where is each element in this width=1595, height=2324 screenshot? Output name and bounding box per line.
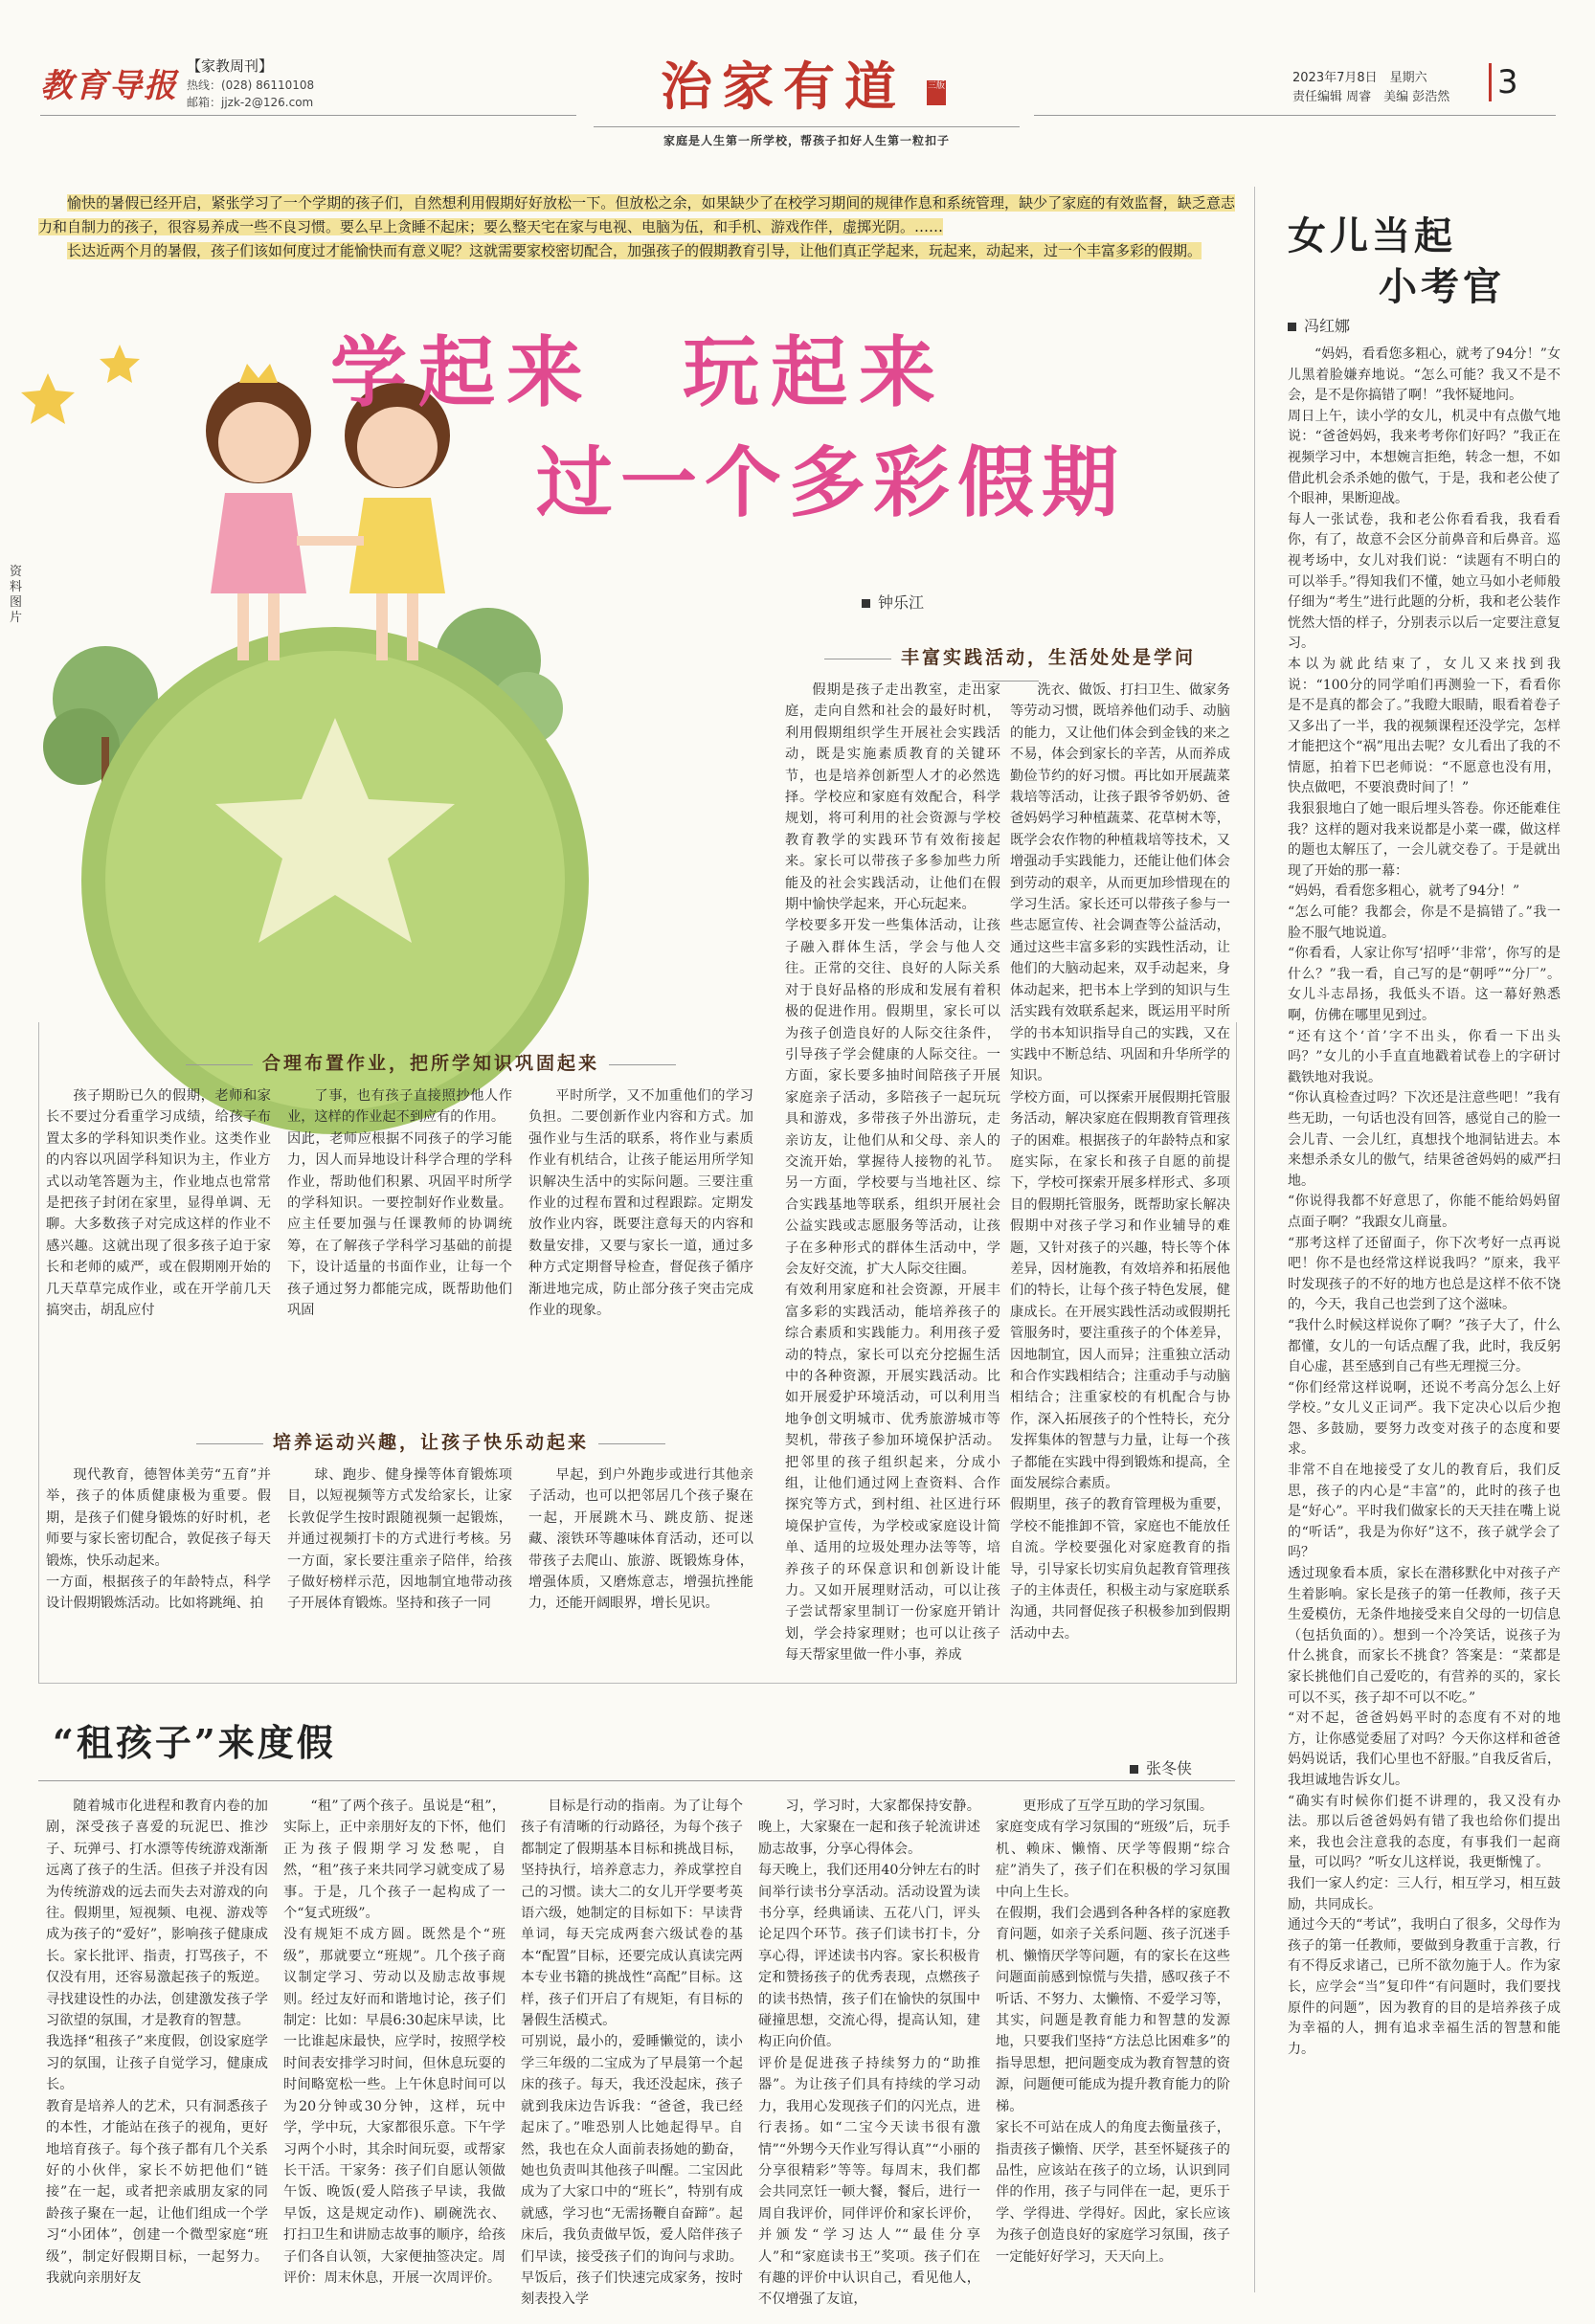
section2-col2: 球、跑步、健身操等体育锻炼项目，以短视频等方式发给家长，让家长敦促学生按时跟随视频一起锻炼，并通过视频打卡的方式进行考核。另一方面，家长要注重亲子陪伴，给孩子做好榜样示范，因地制宜地带动孩子开展体育锻炼。坚持和孩子一同: [287, 1467, 512, 1612]
section1-col1: 孩子期盼已久的假期，老师和家长不要过分看重学习成绩，给孩子布置太多的学科知识类作业。这类作业的内容以巩固学科知识为主，作业方式以动笔答题为主，作业地点也常常是把孩子封闭在家里，显得单调、无聊。大多数孩子对完成这样的作业不感兴趣。这就出现了很多孩子迫于家长和老师的威严，或在假期刚开始的几天草草完成作业，或在开学前几天搞突击，胡乱应付: [46, 1088, 271, 1319]
section1-heading-text: 合理布置作业，把所学知识巩固起来: [261, 1053, 599, 1074]
page-number: 3: [1489, 63, 1518, 101]
heading-rule: [609, 1064, 676, 1065]
masthead: [0, 0, 1595, 147]
main-title-line1: 学起来 玩起来: [330, 328, 947, 417]
header-rule-right: [1034, 115, 1556, 116]
rent-col5: 更形成了互学互助的学习氛围。 家庭变成有学习氛围的“班级”后，玩手机、赖床、懒惰、厌学等假期“综合症”消失了，孩子们在积极的学习氛围中向上生长。 在假期，我们会遇到各种各样的家庭教育问题，如亲子关系问题、孩子沉迷手机、懒惰厌学等问题，有的家长在这些问题面前感到惊慌与失措，感叹孩子不听话、不努力、太懒惰、不爱学习等，其实，问题是教育能力和智慧的发源地，只要我们坚持“方法总比困难多”的指导思想，把问题变成为教育智慧的资源，问题便可能成为提升教育能力的阶梯。 家长不可站在成人的角度去衡量孩子，指责孩子懒惰、厌学，甚至怀疑孩子的品性，应该站在孩子的立场，认识到同伴的作用，孩子与同伴在一起，更乐于学、学得进、学得好。因此，家长应该为孩子创造良好的家庭学习氛围，孩子一定能好好学习，天天向上。: [996, 1799, 1230, 2265]
column-title: 治家有道: [661, 56, 906, 117]
section1-col3: 平时所学，又不加重他们的学习负担。二要创新作业内容和方式。加强作业与生活的联系，将作业与素质作业有机结合，让孩子能运用所学知识解决生活中的实际问题。三要注重作业的过程布置和过程跟踪。定期发放作业内容，既要注意每天的内容和数量安排，又要与家长一道，通过多种方式定期督导检查，督促孩子循序渐进地完成，防止部分孩子突击完成作业的现象。: [528, 1088, 753, 1319]
issue-date: 2023年7月8日 星期六: [1292, 71, 1427, 85]
section1-heading: [96, 1049, 766, 1075]
rent-article-rule: [38, 1780, 1235, 1781]
header-rule: [40, 115, 576, 116]
section3-heading-text: 丰富实践活动，生活处处是学问: [900, 647, 1196, 668]
lead-p2: 长达近两个月的暑假，孩子们该如何度过才能愉快而有意义呢？这就需要家校密切配合，加强孩子的假期教育引导，让他们真正学起来，玩起来，动起来，过一个丰富多彩的假期。: [67, 242, 1202, 259]
column-badge: 三版: [927, 80, 946, 105]
section3-col1: 假期是孩子走出教室，走出家庭，走向自然和社会的最好时机，利用假期组织学生开展社会实践活动，既是实施素质教育的关键环节，也是培养创新型人才的必然选择。学校应和家庭有效配合，科学规划，将可利用的社会资源与学校教育教学的实践环节有效衔接起来。家长可以带孩子多参加些力所能及的社会实践活动，让他们在假期中愉快学起来，开心玩起来。 学校要多开发一些集体活动，让孩子融入群体生活，学会与他人交往。正常的交往、良好的人际关系对于良好品格的形成和发展有着积极的促进作用。假期里，家长可以为孩子创造良好的人际交往条件，引导孩子学会健康的人际交往。一方面，家长要多抽时间陪孩子开展家庭亲子活动，多陪孩子一起玩玩具和游戏，多带孩子外出游玩，走亲访友，让他们从和父母、亲人的交流开始，掌握待人接物的礼节。另一方面，学校要与当地社区、综合实践基地等联系，组织开展社会公益实践或志愿服务等活动，让孩子在多种形式的群体生活动中，学会友好交流，扩大人际交往圈。 有效利用家庭和社会资源，开展丰富多彩的实践活动，能培养孩子的综合素质和实践能力。利用孩子爱动的特点，家长可以充分挖掘生活中的各种资源，开展实践活动。比如开展爱护环境活动，可以利用当地争创文明城市、优秀旅游城市等契机，带孩子参加环境保护活动。把邻里的孩子组织起来，分成小组，让他们通过网上查资料、合作探究等方式，到村组、社区进行环境保护宣传，为学校或家庭设计简单、适用的垃圾处理办法等等，培养孩子的环保意识和创新设计能力。又如开展理财活动，可以让孩子尝试帮家里制订一份家庭开销计划，学会持家理财；也可以让孩子每天帮家里做一件小事，养成: [785, 682, 1000, 1664]
heading-rule: [598, 1443, 665, 1444]
rent-col2: “租”了两个孩子。虽说是“租”，实际上，正中亲朋好友的下怀，他们正为孩子假期学习发愁呢，自然，“租”孩子来共同学习就变成了易事。于是，几个孩子一起构成了一个“复式班级”。 没有规矩不成方圆。既然是个“班级”，那就要立“班规”。几个孩子商议制定学习、劳动以及励志故事规则。经过友好而和谐地讨论，孩子们制定：比如：早晨6:30起床早读，比一比谁起床最快，应学时，按照学校时间表安排学习时间，但休息玩耍的时间略宽松一些。上午休息时间可以为20分钟或30分钟，这样，玩中学，学中玩，大家都很乐意。下午学习两个小时，其余时间玩耍，或帮家长干活。干家务：孩子们自愿认领做午饭、晚饭(爱人陪孩子早读，我做早饭，这是规定动作)、刷碗洗衣、打扫卫生和讲励志故事的顺序，给孩子们各自认领，大家便抽签决定。周评价：周末休息，开展一次周评价。: [283, 1799, 505, 2286]
photo-credit: 资料图片: [10, 565, 23, 625]
editors: 责任编辑 周睿 美编 彭浩然: [1292, 90, 1450, 104]
sidebar-title-line2: 小考官: [1379, 264, 1505, 309]
sidebar-article-text: “妈妈，看看您多粗心，就考了94分！”女儿黑着脸嫌弃地说。“怎么可能？我又不是不会，是不是你搞错了啊！”我怀疑地问。 周日上午，读小学的女儿，机灵中有点傲气地说：“爸爸妈妈，我来考考你们好吗？”我正在视频学习中，本想婉言拒绝，转念一想，不如借此机会杀杀她的傲气，于是，我和老公使了个眼神，果断迎战。 每人一张试卷，我和老公你看看我，我看看你，有了，故意不会区分前鼻音和后鼻音。巡视考场中，女儿对我们说：“读题有不明白的可以举手。”得知我们不懂，她立马如小老师般仔细为“考生”进行此题的分析，我和老公装作恍然大悟的样子，分别表示以后一定要注意复习。 本以为就此结束了，女儿又来找到我说：“100分的同学咱们再测验一下，看看你是不是真的都会了。”我瞪大眼睛，眼看着卷子又多出了一半，我的视频课程还没学完，怎样才能把这个“祸”甩出去呢？女儿看出了我的不情愿，拍着下巴老师说：“不愿意也没有用，快点做吧，不要浪费时间了！” 我狠狠地白了她一眼后埋头答卷。你还能难住我？这样的题对我来说都是小菜一碟，做这样的题也太解压了，一会儿就交卷了。于是就出现了开始的那一幕： “妈妈，看看您多粗心，就考了94分！” “怎么可能？我都会，你是不是搞错了。”我一脸不服气地说道。 “你看看，人家让你写‘招呼’‘非常’，你写的是什么？”我一看，自己写的是“朝呼”“分厂”。女儿斗志昂扬，我低头不语。这一幕好熟悉啊，仿佛在哪里见到过。 “还有这个‘首’字不出头，你看一下出头吗？”女儿的小手直直地戳着试卷上的字研讨戳铁地对我说。 “你认真检查过吗？下次还是注意些吧！”我有些无助，一句话也没有回答，感觉自己的脸一会儿青、一会儿红，真想找个地洞钻进去。本来想杀杀女儿的傲气，结果爸爸妈妈的威严扫地。 “你说得我都不好意思了，你能不能给妈妈留点面子啊？”我跟女儿商量。 “那考这样了还留面子，你下次考好一点再说吧！你不是也经常这样说我吗？”原来，我平时发现孩子的不好的地方也总是这样不依不饶的，今天，我自己也尝到了这个滋味。 “我什么时候这样说你了啊？”孩子大了，什么都懂，女儿的一句话点醒了我，此时，我反躬自心虚，甚至感到自己有些无理搅三分。 “你们经常这样说啊，还说不考高分怎么上好学校。”女儿义正词严。我下定决心以后少抱怨、多鼓励，要努力改变对孩子的态度和要求。 非常不自在地接受了女儿的教育后，我们反思，孩子的内心是“丰富”的，此时的孩子也是“好心”。平时我们做家长的天天挂在嘴上说的“听话”，我是为你好”这不，孩子就学会了吗？ 透过现象看本质，家长在潜移默化中对孩子产生着影响。家长是孩子的第一任教师，孩子天生爱模仿，无条件地接受来自父母的一切信息（包括负面的）。想到一个冷笑话，说孩子为什么挑食，而家长不挑食？答案是：“菜都是家长挑他们自己爱吃的，有营养的买的，家长可以不买，孩子却不可以不吃。” “对不起，爸爸妈妈平时的态度有不对的地方，让你感觉委屈了对吗？今天你这样和爸爸妈妈说话，我们心里也不舒服。”自我反省后，我坦诚地告诉女儿。 “确实有时候你们挺不讲理的，我又没有办法。那以后爸爸妈妈有错了我也给你们提出来，我也会注意我的态度，有事我们一起商量，可以吗？”听女儿这样说，我更惭愧了。 我们一家人约定：三人行，相互学习，相互鼓励，共同成长。 通过今天的“考试”，我明白了很多，父母作为孩子的第一任教师，要做到身教重于言教，行有不得反求诸己，已所不欲勿施于人。作为家长，应学会“当”复印件“有问题时，我们要找原件的问题”，因为教育的目的是培养孩子成为幸福的人，拥有追求幸福生活的智慧和能力。: [1288, 346, 1561, 2057]
section2-col1: 现代教育，德智体美劳“五育”并举，孩子的体质健康极为重要。假期，是孩子们健身锻炼的好时机，老师要与家长密切配合，敦促孩子每天锻炼，快乐动起来。 一方面，根据孩子的年龄特点，科学设计假期锻炼活动。比如将跳绳、拍: [46, 1467, 271, 1612]
hotline: 热线：(028) 86110108: [187, 78, 315, 92]
email: 邮箱：jjzk-2@126.com: [187, 96, 314, 109]
heading-rule: [186, 1064, 253, 1065]
rent-article-byline: 张冬侠: [1130, 1756, 1192, 1778]
lead-p1: 愉快的暑假已经开启，紧张学习了一个学期的孩子们，自然想利用假期好好放松一下。但放松之余，如果缺少了在校学习期间的规律作息和系统管理，缺少了家庭的有效监督，缺乏意志力和自制力的孩子，很容易养成一些不良习惯。要么早上贪睡不起床；要么整天宅在家与电视、电脑为伍，和手机、游戏作伴，虚掷光阴。……: [38, 194, 1235, 235]
section1-col2: 了事，也有孩子直接照抄他人作业，这样的作业起不到应有的作用。 因此，老师应根据不同孩子的学习能力，因人而异地设计科学合理的学科作业，帮助他们积累、巩固平时所学的学科知识。一要控制好作业数量。应主任要加强与任课教师的协调统筹，在了解孩子学科学习基础的前提下，设计适量的书面作业，让每一个孩子通过努力都能完成，既帮助他们巩固: [287, 1088, 512, 1319]
rent-article-title: “租孩子”来度假: [53, 1721, 336, 1764]
rent-col4: 习，学习时，大家都保持安静。晚上，大家聚在一起和孩子轮流讲述励志故事，分享心得体会。 每天晚上，我们还用40分钟左右的时间举行读书分享活动。活动设置为读书分享，经典诵读、五花八门，评头论足四个环节。孩子们读书打卡，分享心得，评述读书内容。家长积极肯定和赞扬孩子的优秀表现，点燃孩子的读书热情，孩子们在愉快的氛围中碰撞思想，交流心得，提高认知，建构正向价值。 评价是促进孩子持续努力的“助推器”。为让孩子们具有持续的学习动力，我用心发现孩子们的闪光点，进行表扬。如“二宝今天读书很有激情”“外甥今天作业写得认真”“小丽的分享很精彩”等等。每周末，我们都会共同烹饪一顿大餐，餐后，进行一周自我评价，同伴评价和家长评价，并颁发“学习达人”“最佳分享人”和“家庭读书王”奖项。孩子们在有趣的评价中认识自己，看见他人，不仅增强了友谊，: [758, 1799, 980, 2308]
masthead-rule: [594, 126, 1020, 127]
section2-heading: [96, 1428, 766, 1454]
heading-rule: [196, 1443, 263, 1444]
newspaper-logo: 教育导报: [40, 67, 178, 105]
section2-heading-text: 培养运动兴趣，让孩子快乐动起来: [272, 1432, 589, 1453]
sidebar-byline: 冯红娜: [1288, 314, 1350, 336]
sidebar-divider: [1254, 187, 1255, 2292]
lead-paragraphs: [38, 191, 1235, 263]
rent-col1: 随着城市化进程和教育内卷的加剧，深受孩子喜爱的玩泥巴、推沙子、玩弹弓、打水漂等传统游戏渐渐远离了孩子的生活。但孩子并没有因为传统游戏的远去而失去对游戏的向往。假期里，短视频、电视、游戏等成为孩子的“爱好”，影响孩子健康成长。家长批评、指责，打骂孩子，不仅没有用，还容易激起孩子的叛逆。寻找建设性的办法，创建激发孩子学习欲望的氛围，才是教育的智慧。 我选择“租孩子”来度假，创设家庭学习的氛围，让孩子自觉学习，健康成长。 教育是培养人的艺术，只有洞悉孩子的本性，才能站在孩子的视角，更好地培育孩子。每个孩子都有几个关系好的小伙伴，家长不妨把他们“链接”在一起，或者把亲戚朋友家的同龄孩子聚在一起，让他们组成一个学习“小团体”，创建一个微型家庭“班级”，制定好假期目标，一起努力。我就向亲朋好友: [46, 1799, 268, 2286]
section3-col2: 洗衣、做饭、打扫卫生、做家务等劳动习惯，既培养他们动手、动脑的能力，又让他们体会到金钱的来之不易，体会到家长的辛苦，从而养成勤俭节约的好习惯。再比如开展蔬菜栽培等活动，让孩子跟爷爷奶奶、爸爸妈妈学习种植蔬菜、花草树木等，既学会农作物的种植栽培等技术，又增强动手实践能力，还能让他们体会到劳动的艰辛，从而更加珍惜现在的学习生活。家长还可以带孩子参与一些志愿宣传、社会调查等公益活动，通过这些丰富多彩的实践性活动，让他们的大脑动起来，双手动起来，身体动起来，把书本上学到的知识与生活实践有效联系起来，既运用平时所学的书本知识指导自己的实践，又在实践中不断总结、巩固和升华所学的知识。 学校方面，可以探索开展假期托管服务活动，解决家庭在假期教育管理孩子的困难。根据孩子的年龄特点和家庭实际，在家长和孩子自愿的前提下，学校可探索开展多样形式、多项目的假期托管服务，既帮助家长解决假期中对孩子学习和作业辅导的难题，又针对孩子的兴趣，特长等个体差异，因材施教，有效培养和拓展他们的特长，让每个孩子特色发展，健康成长。在开展实践性活动或假期托管服务时，要注重孩子的个体差异，因地制宜，因人而异；注重独立活动和合作实践相结合；注重动手与动脑相结合；注重家校的有机配合与协作，深入拓展孩子的个性特长，充分发挥集体的智慧与力量，让每一个孩子都能在实践中得到锻炼和提高，全面发展综合素质。 假期里，孩子的教育管理极为重要，学校不能推卸不管，家庭也不能放任自流。学校要强化对家庭教育的指导，引导家长切实肩负起教育管理孩子的主体责任，积极主动与家庭联系沟通，共同督促孩子积极参加到假期活动中去。: [1010, 682, 1230, 1642]
rent-col3: 目标是行动的指南。为了让每个孩子有清晰的行动路径，为每个孩子都制定了假期基本目标和挑战目标，坚持执行，培养意志力，养成掌控自己的习惯。读大二的女儿开学要考英语六级，她制定的目标如下：早读背单词，每天完成两套六级试卷的基本“配置”目标，还要完成认真读完两本专业书籍的挑战性“高配”目标。这样，孩子们开启了有规矩，有目标的暑假生活模式。 可别说，最小的，爱睡懒觉的，读小学三年级的二宝成为了早晨第一个起床的孩子。每天，我还没起床，孩子就到我床边告诉我：“爸爸，我已经起床了。”唯恐别人比她起得早。自然，我也在众人面前表扬她的勤奋，她也负责叫其他孩子叫醒。二宝因此成为了大家口中的“班长”，特别有成就感，学习也“无需扬鞭自奋蹄”。起床后，我负责做早饭，爱人陪伴孩子们早读，接受孩子们的询问与求助。早饭后，孩子们快速完成家务，按时刻表投入学: [521, 1799, 743, 2308]
main-byline: 钟乐江: [862, 591, 924, 613]
weekly-label: 【家教周刊】: [187, 57, 274, 75]
sidebar-title-line1: 女儿当起: [1288, 213, 1456, 258]
main-title-line2: 过一个多彩假期: [536, 438, 1126, 527]
tagline: 家庭是人生第一所学校，帮孩子扣好人生第一粒扣子: [663, 134, 950, 147]
section2-col3: 早起，到户外跑步或进行其他亲子活动，也可以把邻居几个孩子聚在一起，开展跳木马、跳皮筋、捉迷藏、滚铁环等趣味体育活动，还可以带孩子去爬山、旅游、既锻炼身体，增强体质，又磨炼意志，增强抗挫能力，还能开阔眼界，增长见识。: [528, 1467, 753, 1612]
